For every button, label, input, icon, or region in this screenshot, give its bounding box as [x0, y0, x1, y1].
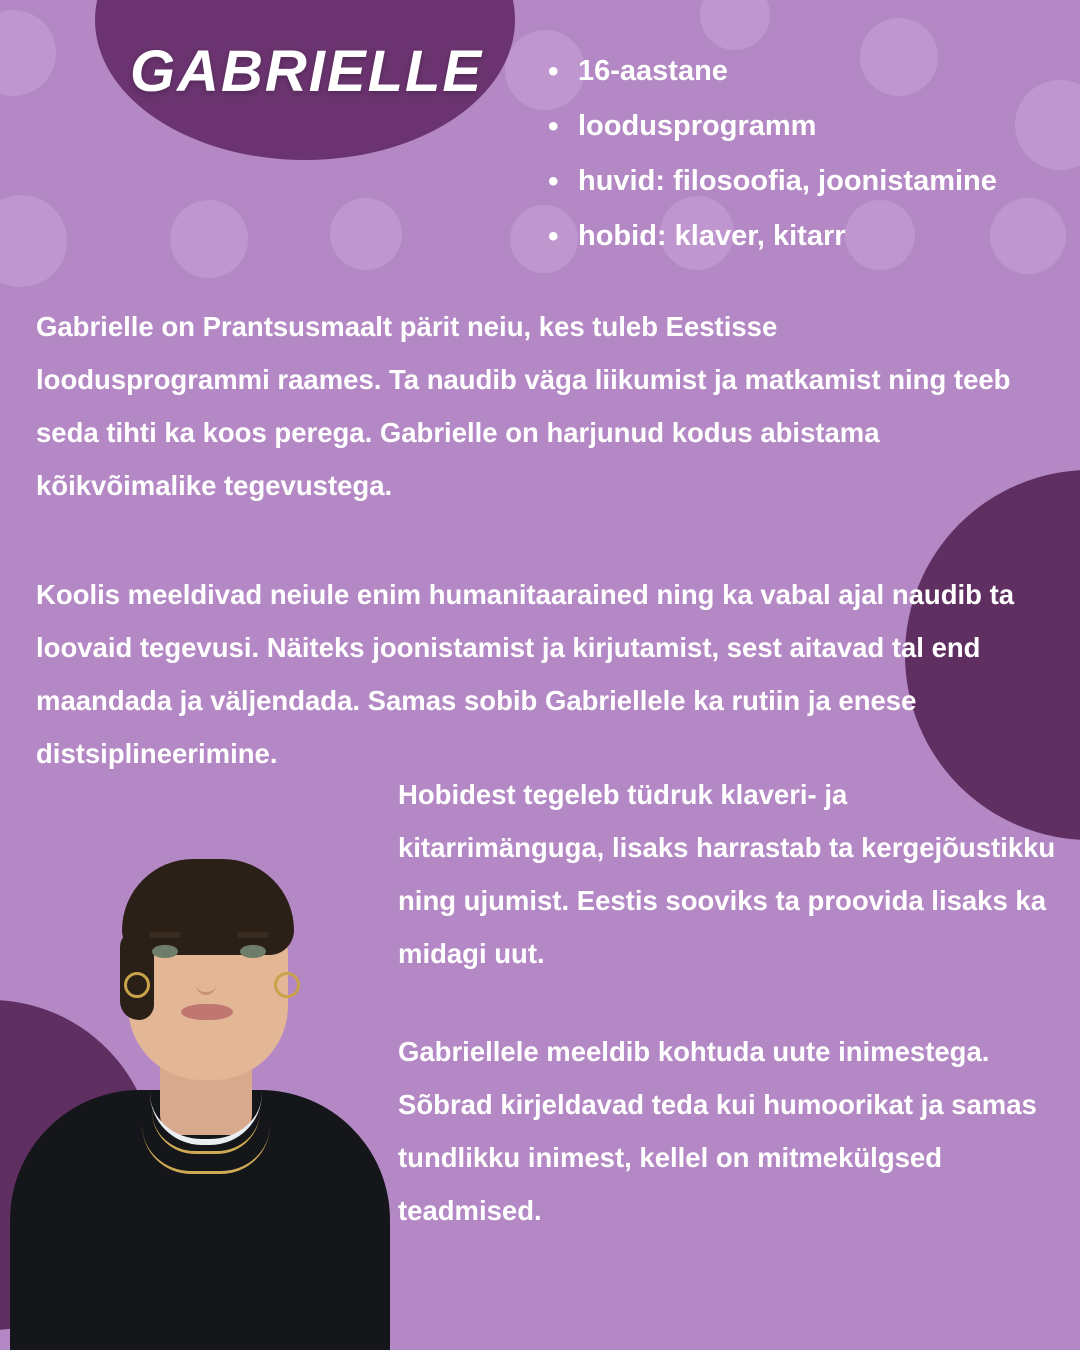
- eyebrow-left: [149, 932, 181, 938]
- eye-right: [240, 945, 266, 958]
- fact-list: [548, 44, 997, 264]
- earring-left: [124, 972, 150, 998]
- list-item: • loodusprogramm: [548, 99, 997, 154]
- header: [0, 0, 1080, 275]
- page-title: GABRIELLE: [130, 39, 484, 104]
- earring-right: [274, 972, 300, 998]
- list-item: • hobid: klaver, kitarr: [548, 209, 997, 264]
- list-item: • huvid: filosoofia, joonistamine: [548, 154, 997, 209]
- mouth: [181, 1004, 233, 1020]
- bio-paragraph-1: Gabrielle on Prantsusmaalt pärit neiu, kes tuleb Eestisse loodusprogrammi raames. Ta naudib väga liikumist ja matkamist ning teeb seda tihti ka koos perega. Gabrielle on harjunud kodus abistama kõikvõimalike tegevustega.: [36, 311, 1011, 501]
- portrait-photo: [0, 750, 400, 1350]
- bio-paragraph-3: Hobidest tegeleb tüdruk klaveri- ja kitarrimänguga, lisaks harrastab ta kergejõustikku ning ujumist. Eestis sooviks ta proovida lisaks ka midagi uut.: [398, 779, 1056, 969]
- bio-paragraph-4: Gabriellele meeldib kohtuda uute inimestega. Sõbrad kirjeldavad teda kui humoorikat ja samas tundlikku inimest, kellel on mitmekülgsed teadmised.: [398, 1036, 1037, 1226]
- list-item: • 16-aastane: [548, 44, 997, 99]
- eye-left: [152, 945, 178, 958]
- bio-paragraph-2: Koolis meeldivad neiule enim humanitaarained ning ka vabal ajal naudib ta loovaid tegevusi. Näiteks joonistamist ja kirjutamist, sest aitavad tal end maandada ja väljendada. Samas sobib Gabriellele ka rutiin ja enese distsiplineerimine.: [36, 579, 1015, 769]
- eyebrow-right: [237, 932, 269, 938]
- nose: [196, 966, 216, 995]
